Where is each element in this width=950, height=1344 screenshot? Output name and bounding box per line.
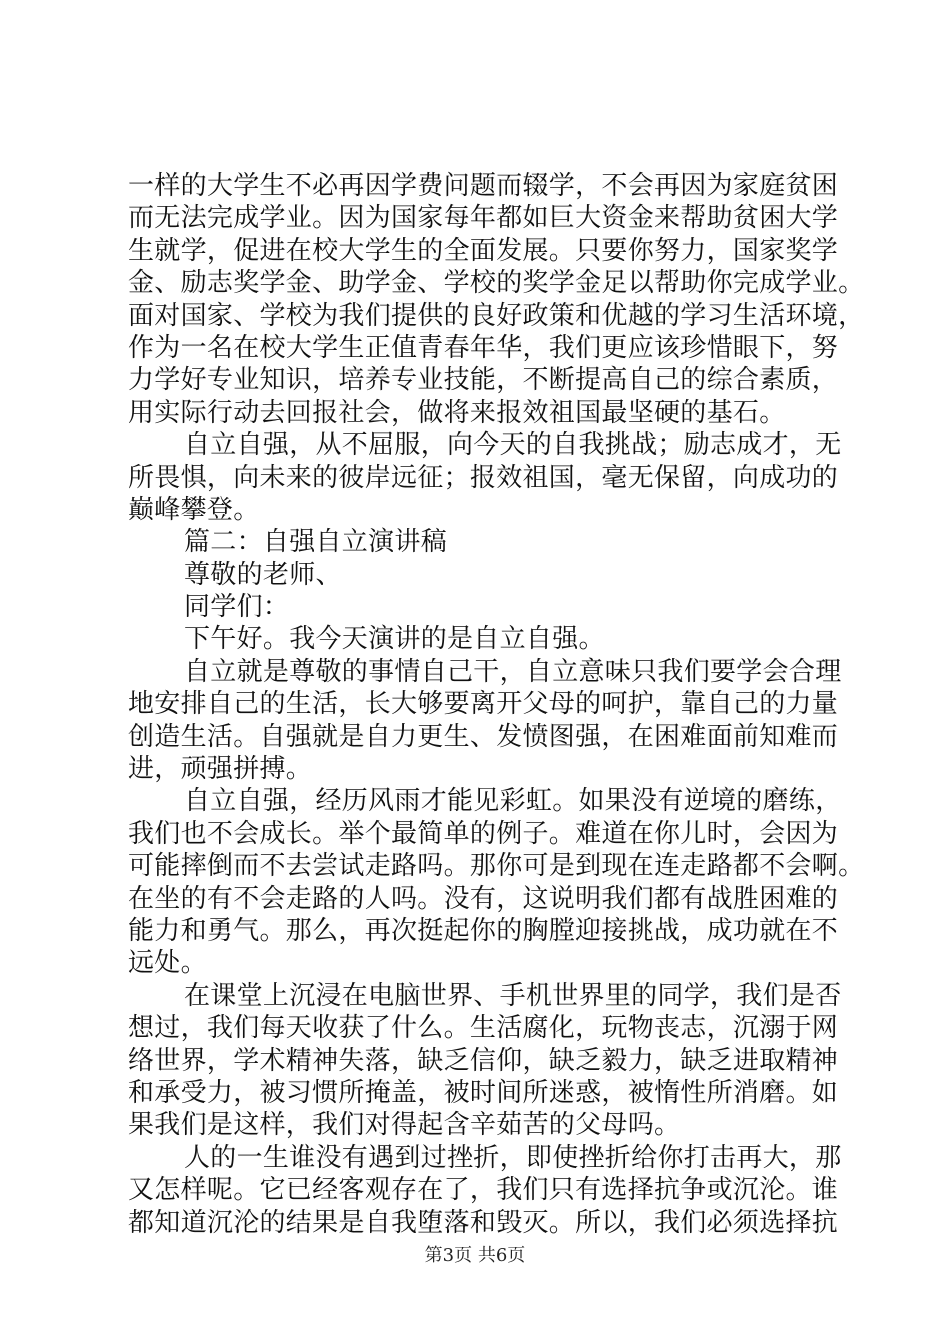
text-line: 想过，我们每天收获了什么。生活腐化，玩物丧志，沉溺于网 [128, 1013, 839, 1044]
text-line: 所畏惧，向未来的彼岸远征；报效祖国，毫无保留，向成功的 [128, 462, 839, 493]
document-body [128, 170, 865, 1239]
text-line: 可能摔倒而不去尝试走路吗。那你可是到现在连走路都不会啊。 [128, 851, 865, 882]
text-line: 下午好。我今天演讲的是自立自强。 [184, 624, 605, 655]
page-number-footer: 第3页 共6页 [424, 1245, 526, 1266]
text-line: 而无法完成学业。因为国家每年都如巨大资金来帮助贫困大学 [128, 203, 839, 234]
section-heading: 篇二：自强自立演讲稿 [184, 527, 448, 558]
text-line: 用实际行动去回报社会，做将来报效祖国最坚硬的基石。 [128, 397, 786, 428]
text-line: 在课堂上沉浸在电脑世界、手机世界里的同学，我们是否 [184, 980, 842, 1011]
text-line: 络世界，学术精神失落，缺乏信仰，缺乏毅力，缺乏进取精神 [128, 1045, 839, 1076]
text-line: 创造生活。自强就是自力更生、发愤图强，在困难面前知难而 [128, 721, 839, 752]
text-line: 果我们是这样，我们对得起含辛茹苦的父母吗。 [128, 1110, 681, 1141]
text-line: 远处。 [128, 948, 207, 979]
text-line: 生就学，促进在校大学生的全面发展。只要你努力，国家奖学 [128, 235, 839, 266]
text-line: 在坐的有不会走路的人吗。没有，这说明我们都有战胜困难的 [128, 883, 839, 914]
text-line: 作为一名在校大学生正值青春年华，我们更应该珍惜眼下，努 [128, 332, 839, 363]
text-line: 进，顽强拼搏。 [128, 754, 313, 785]
text-line: 一样的大学生不必再因学费问题而辍学，不会再因为家庭贫困 [128, 171, 839, 201]
text-line: 我们也不会成长。举个最简单的例子。难道在你儿时，会因为 [128, 818, 839, 849]
text-line: 自立就是尊敬的事情自己干，自立意味只我们要学会合理 [184, 656, 842, 687]
text-line: 都知道沉沦的结果是自我堕落和毁灭。所以，我们必须选择抗 [128, 1207, 839, 1238]
text-line: 巅峰攀登。 [128, 494, 260, 525]
salutation-line: 尊敬的老师、 [184, 559, 342, 590]
text-line: 能力和勇气。那么，再次挺起你的胸膛迎接挑战，成功就在不 [128, 915, 839, 946]
text-line: 地安排自己的生活，长大够要离开父母的呵护，靠自己的力量 [128, 689, 839, 720]
salutation-line: 同学们： [184, 592, 290, 623]
text-line: 又怎样呢。它已经客观存在了，我们只有选择抗争或沉沦。谁 [128, 1175, 839, 1206]
text-line: 人的一生谁没有遇到过挫折，即使挫折给你打击再大，那 [184, 1142, 842, 1173]
text-line: 力学好专业知识，培养专业技能，不断提高自己的综合素质， [128, 365, 839, 396]
text-line: 金、励志奖学金、助学金、学校的奖学金足以帮助你完成学业。 [128, 268, 865, 299]
text-line: 自立自强，从不屈服，向今天的自我挑战；励志成才，无 [184, 430, 842, 461]
text-line: 和承受力，被习惯所掩盖，被时间所迷惑，被惰性所消磨。如 [128, 1077, 839, 1108]
text-line: 自立自强，经历风雨才能见彩虹。如果没有逆境的磨练， [184, 786, 842, 817]
text-line: 面对国家、学校为我们提供的良好政策和优越的学习生活环境， [128, 300, 865, 331]
